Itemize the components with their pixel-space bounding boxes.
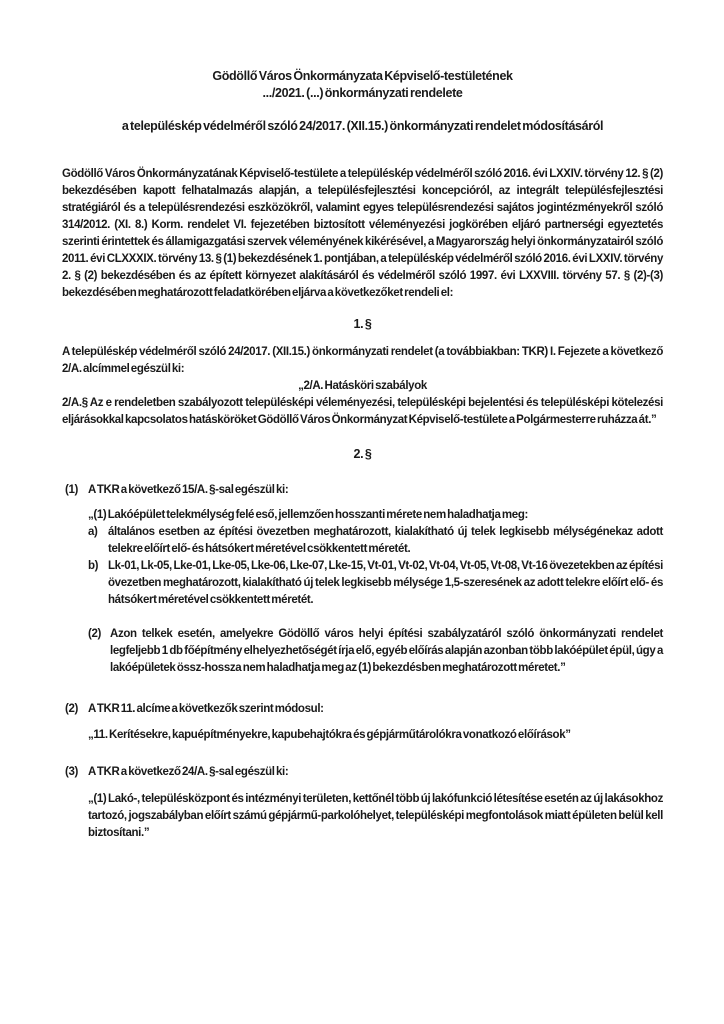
item-3-text: A TKR a következő 24/A. §-sal egészül ki: bbox=[88, 766, 289, 778]
document-title-line2: .../2021. (...) önkormányzati rendelete bbox=[262, 86, 463, 100]
item-2-text: A TKR 11. alcíme a következők szerint módosul: bbox=[88, 703, 324, 715]
item-3-quote-paragraph: „(1) Lakó-, településközpont és intézményi területen, kettőnél több új lakófunkció létesítése esetén az új lakásokhoz tartozó, jogszabályban előírt számú gépjármű-parkolóhelyet, településképi megfontolások miatt épületen belül kell biztosítani.” bbox=[88, 793, 663, 839]
section-2-item-2 bbox=[62, 701, 663, 718]
section-1-quote-body: 2/A.§ Az e rendeletben szabályozott településképi véleményezési, településképi bejelentési és településképi kötelezési eljárásokkal kapcsolatos hatásköröket Gödöllő Város Önkormányzat Képviselő-testülete a Polgármesterre ruházza át.” bbox=[62, 397, 663, 426]
section-2-item-3 bbox=[62, 764, 663, 781]
section-1-quote-title: „2/A. Hatásköri szabályok bbox=[298, 380, 427, 392]
quote-point-a bbox=[88, 524, 663, 558]
point-b-marker: b) bbox=[88, 560, 99, 572]
item-3-number: (3) bbox=[65, 766, 79, 778]
section-2-heading: 2. § bbox=[353, 447, 372, 461]
section-1-intro: A településkép védelméről szóló 24/2017. (XII.15.) önkormányzati rendelet (a továbbiakban: TKR) I. Fejezete a következő 2/A. alcímmel egészül ki: bbox=[62, 346, 663, 375]
document-title-line1: Gödöllő Város Önkormányzata Képviselő-testületének bbox=[212, 69, 513, 83]
item-1-quote-block bbox=[88, 507, 663, 677]
document-subject: a településkép védelméről szóló 24/2017. (XII.15.) önkormányzati rendelet módosításáról bbox=[121, 119, 604, 133]
quote-paragraph-2 bbox=[88, 626, 663, 677]
point-a-text: általános esetben az építési övezetben meghatározott, kialakítható új telek legkisebb mélységénekaz adott telekre előírt elő- és hátsókert méretével csökkentett méretét. bbox=[108, 526, 663, 555]
preamble-paragraph: Gödöllő Város Önkormányzatának Képviselő-testülete a településkép védelméről szóló 2016. évi LXXIV. törvény 12. § (2) bekezdésében kapott felhatalmazás alapján, a településfejlesztési koncepcióról, az integrált településfejlesztési stratégiáról és a településrendezési eszközökről, valamint egyes településrendezési sajátos jogintézményekről szóló 314/2012. (XI. 8.) Korm. rendelet VI. fejezetében biztosított véleményezési jogkörében eljáró partnerségi egyeztetés szerinti érintettek és államigazgatási szervek véleményének kikérésével, a Magyarország helyi önkormányzatairól szóló 2011. évi CLXXXIX. törvény 13. § (1) bekezdésének 1. pontjában, a településkép védelméről szóló 2016. évi LXXIV. törvény 2. § (2) bekezdésében és az épített környezet alakításáról és védelméről szóló 1997. évi LXXVIII. törvény 57. § (2)-(3) bekezdésében meghatározott feladatkörében eljárva a következőket rendeli el: bbox=[62, 168, 663, 299]
point-a-marker: a) bbox=[88, 526, 98, 538]
item-2-number: (2) bbox=[65, 703, 79, 715]
section-1-heading: 1. § bbox=[353, 317, 372, 331]
point-b-text: Lk-01, Lk-05, Lke-01, Lke-05, Lke-06, Lke-07, Lke-15, Vt-01, Vt-02, Vt-04, Vt-05, Vt-08, Vt-16 övezetekben az építési övezetben meghatározott, kialakítható új telek legkisebb mélysége 1,5-szeresének az adott telekre előírt elő- és hátsókert méretével csökkentett méretét. bbox=[108, 560, 663, 606]
document-content bbox=[62, 68, 663, 842]
item-2-quote-line: „11. Kerítésekre, kapuépítményekre, kapubehajtókra és gépjárműtárolókra vonatkozó előírások” bbox=[88, 729, 571, 741]
quote-paragraph-2-text: Azon telkek esetén, amelyekre Gödöllő város helyi építési szabályzatáról szóló önkormányzati rendelet legfeljebb 1 db főépítmény elhelyezhetőségét írja elő, egyéb előírás alapján azonban több lakóépület épül, úgy a lakóépületek össz-hossza nem haladhatja meg az (1) bekezdésben meghatározott méretet.” bbox=[110, 628, 663, 674]
quote-intro-line: „(1) Lakóépület telekmélység felé eső, jellemzően hosszanti mérete nem haladhatja meg: bbox=[88, 509, 528, 521]
item-1-text: A TKR a következő 15/A. §-sal egészül ki: bbox=[88, 484, 289, 496]
section-2-item-1 bbox=[62, 482, 663, 499]
quote-point-b bbox=[88, 558, 663, 609]
quote-paragraph-2-number: (2) bbox=[88, 628, 102, 640]
item-1-number: (1) bbox=[65, 484, 79, 496]
